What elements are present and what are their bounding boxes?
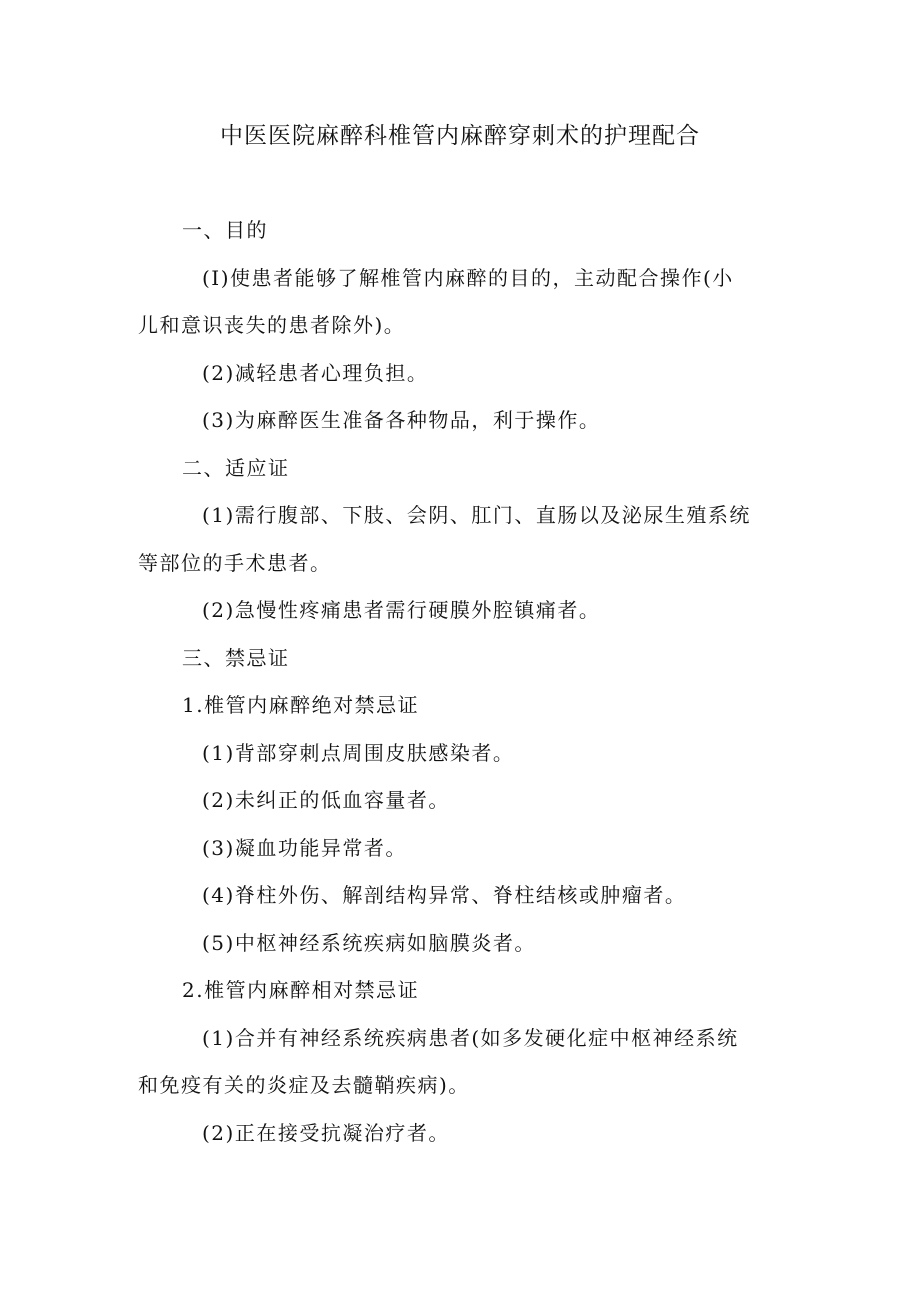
list-item: (5)中枢神经系统疾病如脑膜炎者。: [202, 930, 536, 955]
list-item: (3)为麻醉医生准备各种物品，利于操作。: [202, 408, 601, 432]
list-item: (I)使患者能够了解椎管内麻醉的目的，主动配合操作(小: [202, 265, 734, 290]
section-heading-indications: 二、适应证: [182, 455, 290, 480]
document-title: 中医医院麻醉科椎管内麻醉穿刺术的护理配合: [220, 123, 700, 149]
list-item: (1)需行腹部、下肢、会阴、肛门、直肠以及泌尿生殖系统: [202, 503, 751, 527]
list-item-continuation: 和免疫有关的炎症及去髓鞘疾病)。: [138, 1073, 470, 1097]
list-item: (4)脊柱外伤、解剖结构异常、脊柱结核或肿瘤者。: [202, 883, 687, 907]
list-item-continuation: 等部位的手术患者。: [138, 550, 332, 575]
list-item-continuation: 儿和意识丧失的患者除外)。: [138, 313, 406, 337]
section-heading-purpose: 一、目的: [182, 218, 268, 242]
subsection-heading-absolute: 1.椎管内麻醉绝对禁忌证: [182, 693, 420, 717]
list-item: (2)正在接受抗凝治疗者。: [202, 1120, 450, 1145]
section-heading-contraindications: 三、禁忌证: [182, 645, 290, 670]
document-body: [138, 207, 788, 1157]
subsection-heading-relative: 2.椎管内麻醉相对禁忌证: [182, 978, 420, 1002]
list-item: (2)减轻患者心理负担。: [202, 360, 429, 385]
list-item: (3)凝血功能异常者。: [202, 835, 407, 860]
list-item: (1)合并有神经系统疾病患者(如多发硬化症中枢神经系统: [202, 1025, 739, 1050]
list-item: (1)背部穿刺点周围皮肤感染者。: [202, 740, 515, 765]
list-item: (2)未纠正的低血容量者。: [202, 788, 450, 812]
list-item: (2)急慢性疼痛患者需行硬膜外腔镇痛者。: [202, 598, 601, 622]
